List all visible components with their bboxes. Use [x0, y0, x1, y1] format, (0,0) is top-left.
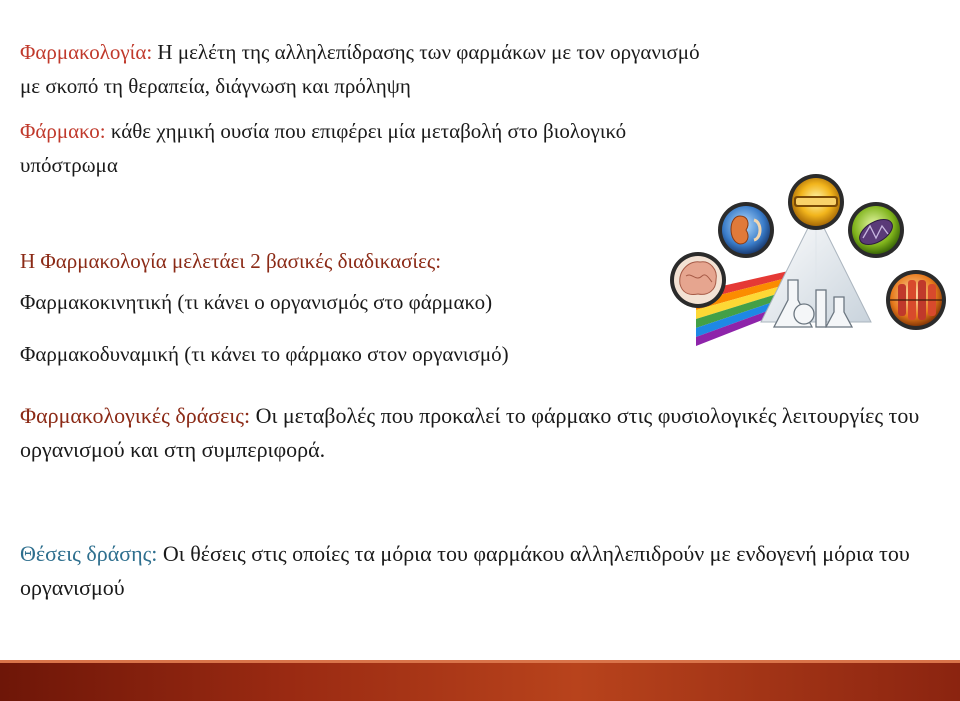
pharmacology-term: Φαρμακολογία:: [20, 40, 153, 64]
sites-text: Οι θέσεις στις οποίες τα μόρια του φαρμάκου αλληλεπιδρούν με ενδογενή μόρια του οργανισμού: [20, 541, 910, 600]
receptor-icon: [886, 270, 946, 330]
action-sites-definition: [20, 537, 940, 605]
pharmacology-illustration: [666, 172, 956, 350]
drug-definition: [20, 114, 720, 182]
pharmacokinetics-item: Φαρμακοκινητική (τι κάνει ο οργανισμός στο φάρμακο): [20, 290, 493, 314]
pharmacological-actions-definition: [20, 399, 940, 467]
pharmacodynamics-item: Φαρμακοδυναμική (τι κάνει το φάρμακο στον οργανισμό): [20, 342, 509, 366]
pharmacology-definition: [20, 35, 720, 103]
processes-heading: Η Φαρμακολογία μελετάει 2 βασικές διαδικασίες:: [20, 249, 442, 273]
kidney-icon: [718, 202, 774, 258]
drug-term: Φάρμακο:: [20, 119, 106, 143]
actions-term: Φαρμακολογικές δράσεις:: [20, 403, 251, 428]
metabolism-icon: [788, 174, 844, 230]
mitochondria-icon: [848, 202, 904, 258]
pharmacology-text: Η μελέτη της αλληλεπίδρασης των φαρμάκων με τον οργανισμό με σκοπό τη θεραπεία, διάγνωση και πρόληψη: [20, 40, 700, 98]
brain-icon: [670, 252, 726, 308]
drug-text: κάθε χημική ουσία που επιφέρει μία μεταβολή στο βιολογικό υπόστρωμα: [20, 119, 627, 177]
sites-term: Θέσεις δράσης:: [20, 541, 158, 566]
actions-text: Οι μεταβολές που προκαλεί το φάρμακο στις φυσιολογικές λειτουργίες του οργανισμού και στη συμπεριφορά.: [20, 403, 920, 462]
footer-bar: [0, 660, 960, 701]
